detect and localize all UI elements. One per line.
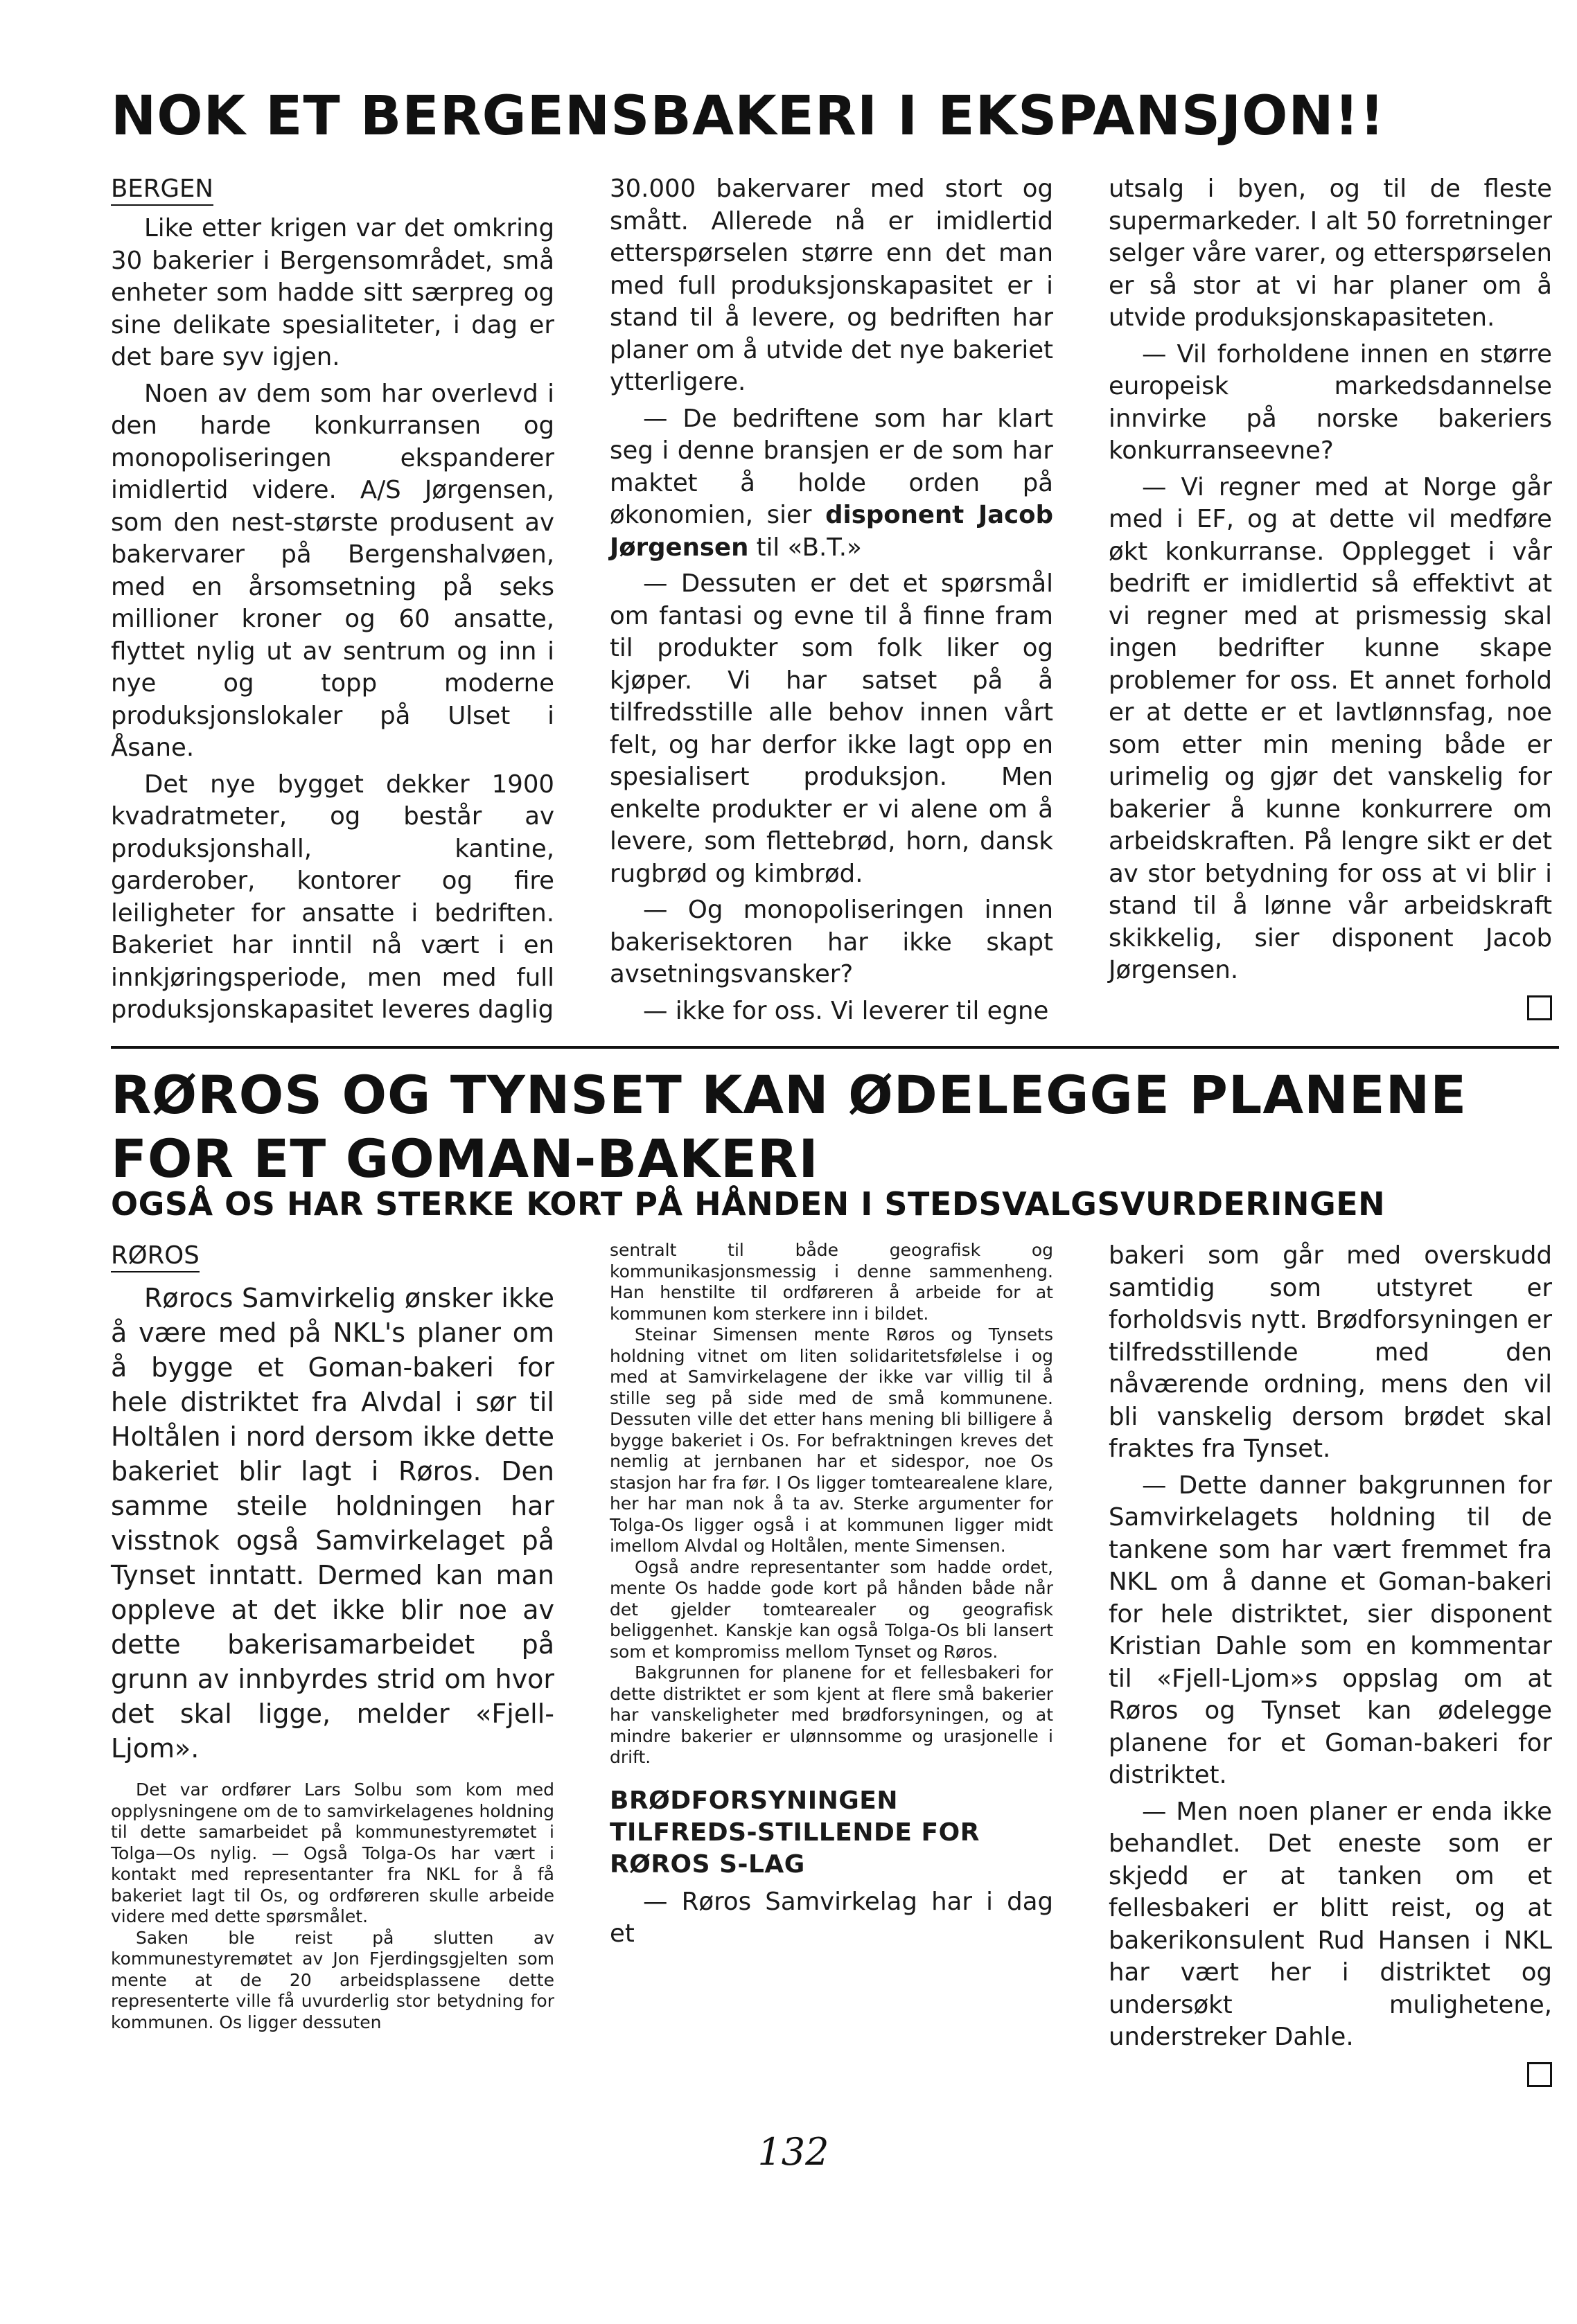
article2-section-heading: BRØDFORSYNINGEN TILFREDS-STILLENDE FOR RØROS S-LAG bbox=[610, 1786, 980, 1879]
article2-column-2 bbox=[610, 1240, 1053, 1955]
article1-headline: NOK ET BERGENSBAKERI I EKSPANSJON!! bbox=[111, 85, 1385, 148]
article1-column-2 bbox=[610, 173, 1053, 1031]
article1-col1-paragraph: Like etter krigen var det omkring 30 bakerier i Bergensområdet, små enheter som hadde sitt særpreg og sine delikate spesialiteter, i dag er det bare syv igjen. bbox=[111, 214, 554, 371]
article-divider bbox=[111, 1046, 1559, 1049]
article1-col2-paragraph: — Dessuten er det et spørsmål om fantasi og evne til å finne fram til produkter som folk liker og kjøper. Vi har satset på å tilfredsstille alle behov innen vårt felt, og har derfor ikke lagt opp en spesialisert produksjon. Men enkelte produkter er vi alene om å levere, som flettebrød, horn, dansk rugbrød og kimbrød. bbox=[610, 569, 1053, 888]
article2-headline: RØROS OG TYNSET KAN ØDELEGGE PLANENE FOR ET GOMAN-BAKERI bbox=[111, 1064, 1468, 1189]
article1-col1-paragraph: Noen av dem som har overlevd i den harde konkurransen og monopoliseringen ekspanderer imidlertid videre. A/S Jørgensen, som den nest-største produsent av bakervarer på Bergenshalvøen, med en årsomsetning på seks millioner kroner og 60 ansatte, flyttet nylig ut av sentrum og inn i nye og topp moderne produksjonslokaler på Ulset i Åsane. bbox=[111, 379, 554, 762]
article1-col2-quote bbox=[610, 403, 1053, 565]
article2-col2-paragraph: Steinar Simensen mente Røros og Tynsets holdning vitnet om liten solidaritetsfølelse i og med at Samvirkelagene der ikke var villig til å stille seg på side med de små kommunene. Dessuten ville det etter hans mening bli billigere å bygge bakeriet i Os. For befraktningen kreves det nemlig at jernbanen har et sidespor, noe Os stasjon har fra før. I Os ligger tomtearealene klare, her har man nok å ta av. Sterke argumenter for Tolga-Os ligger også i at kommunen ligger midt imellom Alvdal og Holtålen, mente Simensen. bbox=[610, 1324, 1053, 1556]
article1-col3-paragraph: — Vil forholdene innen en større europeisk markedsdannelse innvirke på norske bakeriers konkurranseevne? bbox=[1109, 339, 1552, 465]
article2-col3-paragraph: bakeri som går med overskudd samtidig som utstyret er forholdsvis nytt. Brødforsyningen er tilfredsstillende med den nåværende ordning, mens den vil bli vanskelig dersom brødet skal fraktes fra Tynset. bbox=[1109, 1241, 1552, 1463]
quote-text: — De bedriftene som har klart seg i denne bransjen er de som har maktet å holde orden på økonomien, sier bbox=[610, 404, 1053, 529]
article1-col2-paragraph: — ikke for oss. Vi leverer til egne bbox=[643, 996, 1049, 1025]
article2-column-3 bbox=[1109, 1240, 1552, 2090]
article2-col1-paragraph: Saken ble reist på slutten av kommunestyremøtet av Jon Fjerdingsgjelten som mente at de 20 arbeidsplassene dette representerte ville få uvurderlig stor betydning for kommunen. Os ligger dessuten bbox=[111, 1927, 554, 2032]
quote-source: til «B.T.» bbox=[748, 533, 862, 562]
end-mark-icon bbox=[1527, 995, 1552, 1020]
article2-column-1 bbox=[111, 1240, 554, 2033]
article2-col2-paragraph: Bakgrunnen for planene for et fellesbakeri for dette distriktet er som kjent at flere små bakerier har vanskeligheter med brødforsyningen, og at mindre bakerier er ulønnsomme og urasjonelle i drift. bbox=[610, 1662, 1053, 1767]
article1-column-3 bbox=[1109, 173, 1552, 1023]
article1-col3-paragraph: — Vi regner med at Norge går med i EF, og at dette vil medføre økt konkurranse. Opplegget i vår bedrift er imidlertid så effektivt at vi regner med at prismessig skal ingen bedrifter kunne skape problemer for oss. Et annet forhold er at dette er et lavtlønnsfag, noe som etter min mening både er urimelig og gjør det vanskelig for bakerier å kunne konkurrere om arbeidskraften. På lengre sikt er det av stor betydning for oss at vi blir i stand til å lønne vår arbeidskraft skikkelig, sier disponent Jacob Jørgensen. bbox=[1109, 472, 1552, 984]
end-mark-icon bbox=[1527, 2062, 1552, 2087]
article2-subheadline: OGSÅ OS HAR STERKE KORT PÅ HÅNDEN I STEDSVALGSVURDERINGEN bbox=[111, 1185, 1386, 1223]
article2-col3-paragraph: — Dette danner bakgrunnen for Samvirkelagets holdning til de tankene som har vært fremmet fra NKL om å danne et Goman-bakeri for hele distriktet, sier disponent Kristian Dahle som en kommentar til «Fjell-Ljom»s oppslag om at Røros og Tynset kan ødelegge planene for et Goman-bakeri for distriktet. bbox=[1109, 1471, 1552, 1789]
article2-col3-paragraph: — Men noen planer er enda ikke behandlet. Det eneste som er skjedd er at tanken om et fellesbakeri er blitt reist, og at bakerikonsulent Rud Hansen i NKL har vært her i distriktet og undersøkt mulighetene, understreker Dahle. bbox=[1109, 1797, 1552, 2051]
article2-lead-paragraph: Rørocs Samvirkelig ønsker ikke å være med på NKL's planer om å bygge et Goman-bakeri for hele distriktet fra Alvdal i sør til Holtålen i nord dersom ikke dette bakeriet blir lagt i Røros. Den samme steile holdningen har visstnok også Samvirkelaget på Tynset inntatt. Dermed kan man oppleve at det ikke blir noe av dette bakerisamarbeidet på grunn av innbyrdes strid om hvor det skal ligge, melder «Fjell-Ljom». bbox=[111, 1283, 554, 1764]
article1-col1-paragraph: Det nye bygget dekker 1900 kvadratmeter, og består av produksjonshall, kantine, garderober, kontorer og fire leiligheter for ansatte i bedriften. Bakeriet har inntil nå vært i en innkjøringsperiode, men med full produksjonskapasitet leveres daglig bbox=[111, 770, 554, 1024]
article2-dateline: RØROS bbox=[111, 1242, 200, 1272]
article2-col2-paragraph: Også andre representanter som hadde ordet, mente Os hadde gode kort på hånden både når det gjelder tomtearealer og geografisk beliggenhet. Kanskje kan også Tolga-Os bli lansert som et kompromiss mellom Tynset og Røros. bbox=[610, 1556, 1053, 1662]
article1-col3-paragraph: utsalg i byen, og til de fleste supermarkeder. I alt 50 forretninger selger våre varer, og etterspørselen er så stor at vi har planer om å utvide produksjonskapasiteten. bbox=[1109, 175, 1552, 332]
article2-col2-paragraph: sentralt til både geografisk og kommunikasjonsmessig i denne sammenheng. Han henstilte til ordføreren å arbeide for at kommunen kom sterkere inn i bildet. bbox=[610, 1240, 1053, 1324]
article2-col2-paragraph: — Røros Samvirkelag har i dag et bbox=[610, 1887, 1053, 1948]
article1-dateline: BERGEN bbox=[111, 175, 213, 206]
article2-col1-paragraph: Det var ordfører Lars Solbu som kom med opplysningene om de to samvirkelagenes holdning til dette samarbeidet på kommunestyremøtet i Tolga—Os nylig. — Også Tolga-Os har vært i kontakt med representanter fra NKL for å få bakeriet lagt til Os, og ordføreren skulle arbeide videre med dette spørsmålet. bbox=[111, 1780, 554, 1926]
article1-col2-paragraph: — Og monopoliseringen innen bakerisektoren har ikke skapt avsetningsvansker? bbox=[610, 896, 1053, 988]
quote-speaker: disponent Jacob Jørgensen bbox=[610, 501, 1053, 562]
article1-col2-paragraph: 30.000 bakervarer med stort og smått. Allerede nå er imidlertid etterspørselen større enn det man med full produksjonskapasitet er i stand til å levere, og bedriften har planer om å utvide det nye bakeriet ytterligere. bbox=[610, 175, 1053, 396]
page-number: 132 bbox=[757, 2130, 829, 2174]
article1-column-1 bbox=[111, 173, 554, 1031]
